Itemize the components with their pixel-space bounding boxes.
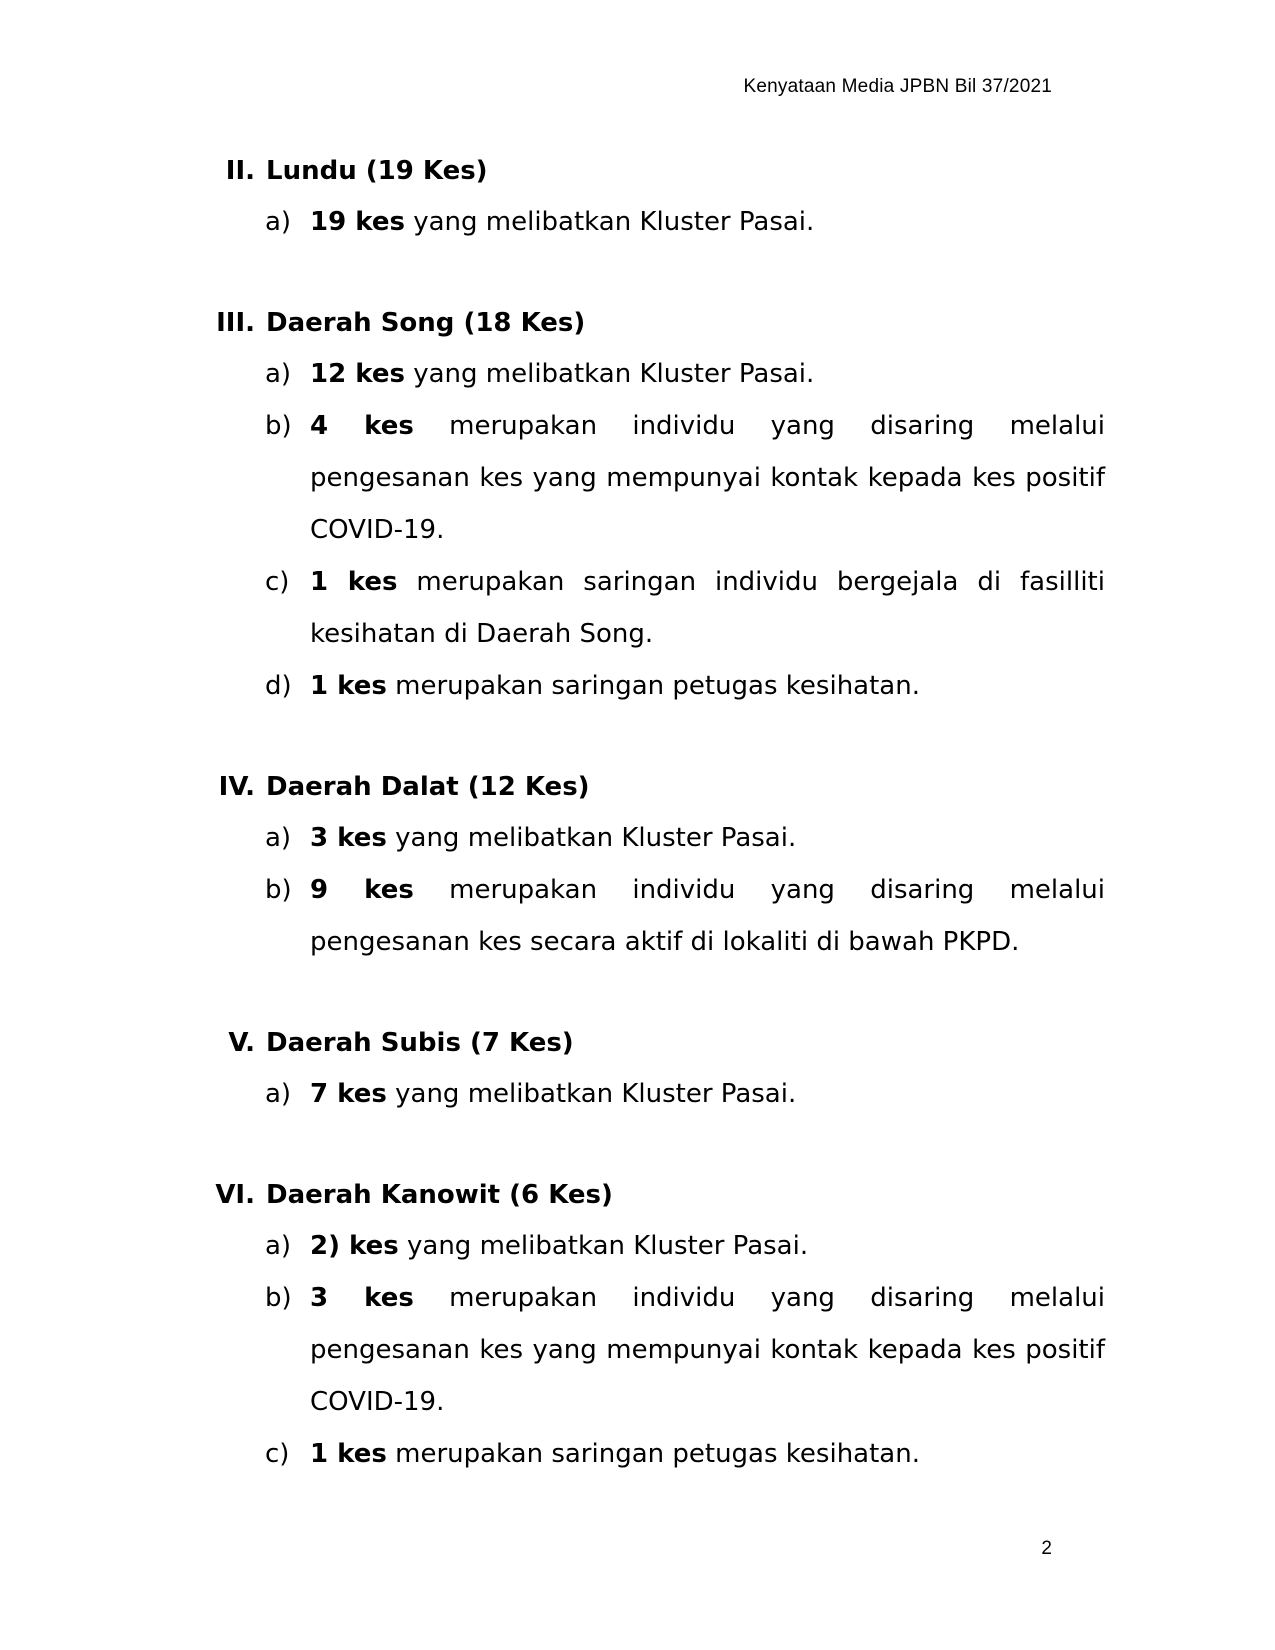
item-description: merupakan individu yang disaring melalui pengesanan kes secara aktif di lokaliti di bawah PKPD. [310,875,1105,957]
item-description: yang melibatkan Kluster Pasai. [398,1231,809,1261]
item-text [310,1272,1105,1428]
list-item [0,400,1275,556]
item-text [310,556,1105,660]
section-numeral: VI. [215,1180,255,1210]
list-item [0,556,1275,660]
section-title [0,1170,1275,1220]
list-item [0,864,1275,968]
case-count: 2) kes [310,1231,399,1261]
item-description: merupakan saringan individu bergejala di fasilliti kesihatan di Daerah Song. [310,567,1105,649]
case-count: 4 kes [310,411,414,441]
case-count: 19 kes [310,207,405,237]
section-daerah-kanowit [0,1170,1275,1480]
item-marker: c) [265,1439,290,1469]
item-marker: a) [265,207,292,237]
item-description: yang melibatkan Kluster Pasai. [386,1079,797,1109]
item-description: merupakan individu yang disaring melalui pengesanan kes yang mempunyai kontak kepada kes positif COVID-19. [310,411,1105,545]
section-daerah-subis [0,1018,1275,1120]
item-marker: a) [265,359,292,389]
list-item [0,1272,1275,1428]
item-text [310,196,1105,248]
item-description: yang melibatkan Kluster Pasai. [386,823,797,853]
document-header: Kenyataan Media JPBN Bil 37/2021 [743,76,1052,97]
item-text [310,400,1105,556]
case-count: 9 kes [310,875,414,905]
item-text [310,812,1105,864]
item-marker: c) [265,567,290,597]
list-item [0,1428,1275,1480]
list-item [0,1220,1275,1272]
item-description: merupakan saringan petugas kesihatan. [386,1439,920,1469]
list-item [0,196,1275,248]
case-count: 1 kes [310,567,398,597]
item-marker: b) [265,411,292,441]
list-item [0,660,1275,712]
section-numeral: V. [228,1028,255,1058]
section-title [0,146,1275,196]
section-title [0,1018,1275,1068]
case-count: 3 kes [310,1283,414,1313]
item-description: yang melibatkan Kluster Pasai. [404,207,815,237]
item-marker: b) [265,1283,292,1313]
item-description: yang melibatkan Kluster Pasai. [404,359,815,389]
section-daerah-song [0,298,1275,712]
item-text [310,864,1105,968]
section-heading: Lundu (19 Kes) [266,156,488,186]
item-marker: b) [265,875,292,905]
item-marker: a) [265,1079,292,1109]
section-numeral: IV. [218,772,255,802]
list-item [0,812,1275,864]
section-heading: Daerah Kanowit (6 Kes) [266,1180,613,1210]
item-marker: d) [265,671,292,701]
case-count: 1 kes [310,671,387,701]
section-title [0,298,1275,348]
item-text [310,348,1105,400]
case-count: 3 kes [310,823,387,853]
section-daerah-dalat [0,762,1275,968]
case-count: 12 kes [310,359,405,389]
section-heading: Daerah Dalat (12 Kes) [266,772,590,802]
list-item [0,1068,1275,1120]
section-title [0,762,1275,812]
section-lundu [0,146,1275,248]
section-heading: Daerah Subis (7 Kes) [266,1028,574,1058]
item-text [310,1428,1105,1480]
case-count: 1 kes [310,1439,387,1469]
item-marker: a) [265,1231,292,1261]
item-text [310,660,1105,712]
document-body [0,146,1275,1530]
item-text [310,1068,1105,1120]
section-numeral: II. [225,156,255,186]
item-description: merupakan individu yang disaring melalui pengesanan kes yang mempunyai kontak kepada kes positif COVID-19. [310,1283,1105,1417]
item-marker: a) [265,823,292,853]
section-heading: Daerah Song (18 Kes) [266,308,586,338]
item-text [310,1220,1105,1272]
item-description: merupakan saringan petugas kesihatan. [386,671,920,701]
case-count: 7 kes [310,1079,387,1109]
section-numeral: III. [216,308,255,338]
list-item [0,348,1275,400]
page-number: 2 [1041,1538,1052,1559]
